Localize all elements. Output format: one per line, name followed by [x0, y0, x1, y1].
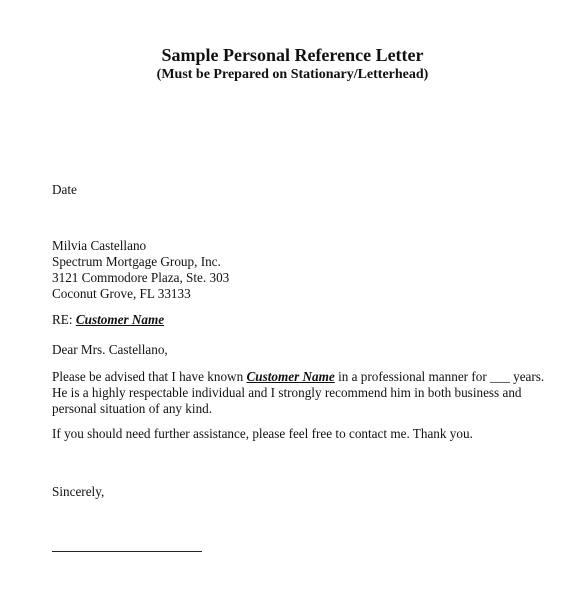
- closing: Sincerely,: [52, 484, 105, 499]
- body-paragraph-2: If you should need further assistance, please feel free to contact me. Thank you.: [52, 426, 473, 441]
- document-title: Sample Personal Reference Letter: [161, 45, 424, 65]
- body-paragraph-1: [52, 369, 547, 417]
- salutation: Dear Mrs. Castellano,: [52, 342, 168, 357]
- re-customer-name: Customer Name: [75, 312, 165, 327]
- recipient-street: 3121 Commodore Plaza, Ste. 303: [52, 270, 230, 285]
- re-label: RE:: [52, 312, 76, 327]
- para1-customer-name: Customer Name: [246, 369, 335, 384]
- para1-before: Please be advised that I have known: [52, 369, 247, 384]
- para1-after: in a professional manner for ___ years. He is a highly respectable individual and I strongly recommend him in both business and personal situation of any kind.: [52, 369, 545, 416]
- document-subtitle: (Must be Prepared on Stationary/Letterhead): [156, 67, 429, 82]
- date-line: Date: [52, 182, 77, 197]
- recipient-name: Milvia Castellano: [52, 238, 147, 253]
- re-line: [52, 312, 552, 328]
- signature-line: [52, 551, 202, 552]
- recipient-address: [52, 238, 552, 302]
- recipient-company: Spectrum Mortgage Group, Inc.: [52, 254, 221, 269]
- recipient-city: Coconut Grove, FL 33133: [52, 286, 191, 301]
